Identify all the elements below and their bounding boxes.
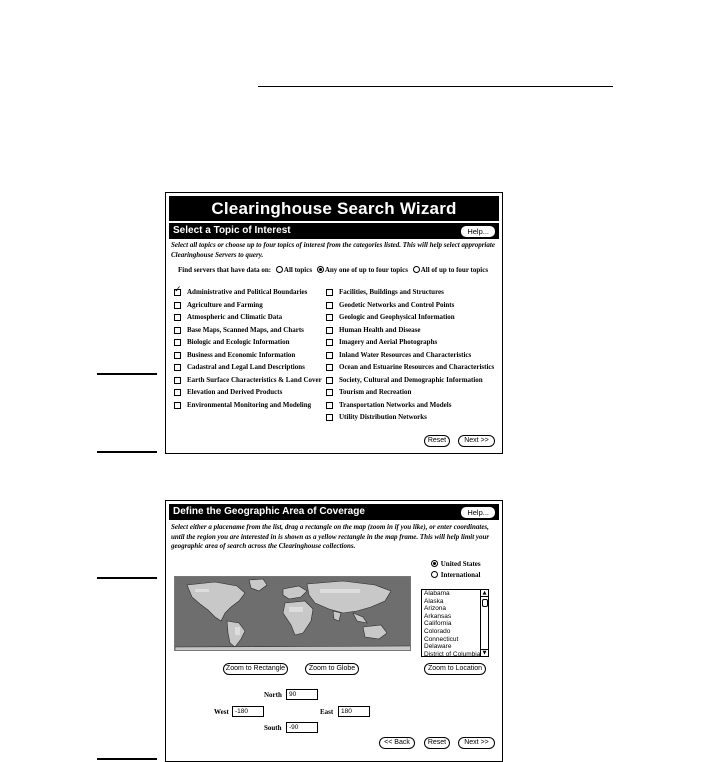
topic-next-button[interactable]: Next >> [458,435,495,447]
region-us-radio[interactable] [431,560,438,567]
topic-checkbox[interactable] [174,302,181,309]
south-label: South [264,724,282,732]
topic-checkbox[interactable] [174,389,181,396]
header-rule [258,86,613,87]
wizard-title: Clearinghouse Search Wizard [169,196,499,221]
geo-next-button[interactable]: Next >> [458,737,495,749]
west-input[interactable]: -180 [232,706,264,717]
geo-section-bar [169,504,499,520]
back-button[interactable]: << Back [379,737,415,749]
find-option-any-radio[interactable] [317,266,324,273]
list-item[interactable]: District of Columbia [424,650,481,657]
topic-checkbox[interactable] [174,289,181,296]
topic-section-bar [169,223,499,239]
placename-list[interactable] [421,589,489,657]
find-servers-row [178,265,488,275]
geo-wizard-panel [165,500,503,762]
zoom-to-rectangle-button[interactable]: Zoom to Rectangle [223,663,288,675]
callout-rule-1 [97,373,157,375]
geo-reset-button[interactable]: Reset [424,737,450,749]
scroll-down-icon[interactable]: ▼ [482,650,487,656]
topic-checkbox[interactable] [326,327,333,334]
list-item[interactable]: Alaska [424,597,444,605]
topic-checkbox[interactable] [326,414,333,421]
list-item[interactable]: California [424,620,452,628]
list-item[interactable]: Alabama [424,590,450,597]
topic-reset-button[interactable]: Reset [424,435,450,447]
east-input[interactable]: 180 [338,706,370,717]
topic-checkbox[interactable] [174,402,181,409]
list-item[interactable]: Connecticut [424,635,459,643]
placename-list-items[interactable] [424,590,480,657]
find-option-all-four-radio[interactable] [413,266,420,273]
topic-checkbox[interactable] [326,364,333,371]
topic-checkbox[interactable] [174,364,181,371]
topic-checkbox[interactable] [174,377,181,384]
topic-checkbox[interactable] [174,339,181,346]
topic-checkbox[interactable] [174,352,181,359]
callout-rule-2 [97,451,157,453]
find-option-all-four[interactable]: All of up to four topics [413,266,488,274]
zoom-to-location-button[interactable]: Zoom to Location [424,663,486,675]
geo-section-title: Define the Geographic Area of Coverage [173,506,365,517]
find-option-any[interactable]: Any one of up to four topics [317,266,408,274]
west-label: West [214,708,229,716]
region-option-us[interactable]: United States [431,559,481,569]
find-servers-label: Find servers that have data on: [178,266,272,274]
world-map[interactable] [174,576,411,651]
topic-checkbox[interactable] [326,389,333,396]
topic-checkbox[interactable] [326,352,333,359]
topic-checkbox[interactable] [174,314,181,321]
topic-wizard-panel: Clearinghouse Search Wizard Select a Topic of Interest Help... Select all topics or choose up to four topics of interest from the categories listed. This will help select appropriate Clearinghouse Servers to query. Find servers that have data on: All topics Any one of up to four topics All of up to four topics ✓ Administrative and Political Boundaries Agriculture and Farming Atmospheric and Climatic Data Base Maps, Scanned Maps, and Charts Biologic and Ecologic Information Business and Economic Information Cadastral and Legal Land Descriptions Earth Surface Characteristics & Land Cover Elevation and Derived Products Environmental Monitoring and Modeling Facilities, Buildings and Structures Geodetic Networks and Control Points Geologic and Geophysical Information Human Health and Disease Imagery and Aerial Photographs Inland Water Resources and Characteristics Ocean and Estuarine Resources and Characteristics Society, Cultural and Demographic Information Tourism and Recreation Transportation Networks and Models Utility Distribution Networks Reset Next >> [165,192,503,454]
topic-checkbox[interactable] [326,377,333,384]
south-input[interactable]: -90 [286,722,318,733]
callout-rule-4 [97,758,157,760]
world-map-graphic[interactable] [175,577,411,651]
list-item[interactable]: Colorado [424,627,451,635]
scroll-thumb[interactable] [482,599,488,607]
callout-rule-3 [97,577,157,579]
list-item[interactable]: Arkansas [424,612,452,620]
find-option-all[interactable]: All topics [276,266,312,274]
topic-checkbox[interactable] [326,339,333,346]
topic-checkbox[interactable] [326,289,333,296]
region-option-intl[interactable]: International [431,570,480,580]
topic-section-title: Select a Topic of Interest [173,225,291,236]
topic-checkbox[interactable] [174,327,181,334]
north-input[interactable]: 90 [286,689,318,700]
scroll-up-icon[interactable]: ▲ [482,590,487,596]
topic-help-button[interactable]: Help... [460,225,496,238]
zoom-to-globe-button[interactable]: Zoom to Globe [305,663,359,675]
region-intl-radio[interactable] [431,571,438,578]
list-item[interactable]: Delaware [424,643,452,651]
topic-checkbox[interactable] [326,402,333,409]
topic-instructions: Select all topics or choose up to four topics of interest from the categories listed. This will help select appropriate Clearinghouse Servers to query. [171,241,495,259]
east-label: East [320,708,334,716]
placename-scrollbar[interactable] [480,590,488,656]
north-label: North [264,691,282,699]
list-item[interactable]: Arizona [424,605,447,613]
topic-checkbox[interactable] [326,302,333,309]
find-option-all-radio[interactable] [276,266,283,273]
geo-instructions: Select either a placename from the list, drag a rectangle on the map (zoom in if you like), or enter coordinates, until the region you are interested in is shown as a yellow rectangle in the map frame. This will help limit your geographic area of search across the Clearinghouse collections. [171,523,490,550]
geo-help-button[interactable]: Help... [460,506,496,519]
topic-checkbox[interactable] [326,314,333,321]
